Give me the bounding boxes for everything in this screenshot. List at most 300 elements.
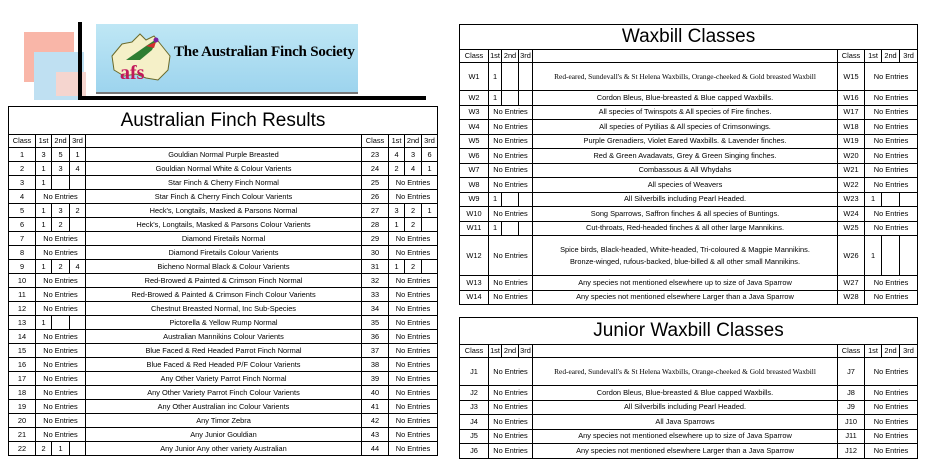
- header-row: [9, 135, 438, 148]
- left-class-cell: J4: [460, 415, 489, 430]
- right-third-place-cell: 1: [422, 162, 438, 176]
- class-description: Red-Browed & Painted & Crimson Finch Normal: [86, 274, 362, 288]
- description-header-blank: [533, 345, 838, 358]
- left-class-cell: 7: [9, 232, 36, 246]
- class-description: Cordon Bleus, Blue-breasted & Blue capped Waxbills.: [533, 386, 838, 401]
- left-no-entries-cell: No Entries: [489, 207, 533, 222]
- table-row: [460, 178, 918, 193]
- table-row: [460, 91, 918, 106]
- table-row: [9, 414, 438, 428]
- right-no-entries-cell: No Entries: [865, 134, 918, 149]
- table-row: [9, 218, 438, 232]
- left-no-entries-cell: No Entries: [489, 163, 533, 178]
- class-description: Cut-throats, Red-headed finches & all other large Mannikins.: [533, 221, 838, 236]
- left-class-cell: 19: [9, 400, 36, 414]
- left-class-cell: J1: [460, 358, 489, 386]
- table-row: [9, 288, 438, 302]
- table-row: [9, 176, 438, 190]
- right-class-cell: 43: [362, 428, 389, 442]
- class-description: All species of Twinspots & All species of Fire finches.: [533, 105, 838, 120]
- left-class-cell: W10: [460, 207, 489, 222]
- right-class-cell: W20: [838, 149, 865, 164]
- table-row: [460, 290, 918, 305]
- logo-initials: afs: [120, 62, 145, 84]
- left-third-place-cell: 1: [70, 148, 86, 162]
- right-first-place-cell: 1: [865, 192, 882, 207]
- table-row: [9, 148, 438, 162]
- class-description: Gouldian Normal Purple Breasted: [86, 148, 362, 162]
- right-first-place-cell: 2: [389, 162, 405, 176]
- table-row: [460, 386, 918, 401]
- left-no-entries-cell: No Entries: [489, 236, 533, 276]
- right-third-place-cell: [422, 260, 438, 274]
- society-title: The Australian Finch Society: [174, 44, 355, 60]
- left-class-cell: W9: [460, 192, 489, 207]
- table-row: [9, 428, 438, 442]
- left-class-cell: W12: [460, 236, 489, 276]
- table-row: [9, 190, 438, 204]
- table-row: [460, 415, 918, 430]
- class-description: Diamond Firetails Colour Varients: [86, 246, 362, 260]
- class-description: Red-Browed & Painted & Crimson Finch Colour Varients: [86, 288, 362, 302]
- table-row: [460, 221, 918, 236]
- right-class-cell: 39: [362, 372, 389, 386]
- column-header: 3rd: [70, 135, 86, 148]
- right-class-cell: W16: [838, 91, 865, 106]
- left-first-place-cell: 1: [489, 192, 502, 207]
- table-row: [460, 207, 918, 222]
- right-class-cell: 35: [362, 316, 389, 330]
- class-description: Any Other Variety Parrot Finch Normal: [86, 372, 362, 386]
- right-no-entries-cell: No Entries: [389, 176, 438, 190]
- left-third-place-cell: [519, 63, 533, 91]
- table-row: [9, 232, 438, 246]
- table-row: [9, 316, 438, 330]
- right-class-cell: 33: [362, 288, 389, 302]
- left-no-entries-cell: No Entries: [36, 288, 86, 302]
- right-class-cell: W25: [838, 221, 865, 236]
- right-class-cell: 37: [362, 344, 389, 358]
- right-class-cell: 25: [362, 176, 389, 190]
- right-third-place-cell: [900, 236, 918, 276]
- right-no-entries-cell: No Entries: [865, 149, 918, 164]
- right-first-place-cell: 1: [865, 236, 882, 276]
- left-class-cell: J5: [460, 429, 489, 444]
- right-no-entries-cell: No Entries: [389, 288, 438, 302]
- left-no-entries-cell: No Entries: [36, 246, 86, 260]
- left-second-place-cell: 2: [52, 260, 70, 274]
- right-second-place-cell: [882, 192, 900, 207]
- column-header: 1st: [865, 50, 882, 63]
- right-class-cell: 38: [362, 358, 389, 372]
- left-third-place-cell: [70, 176, 86, 190]
- right-no-entries-cell: No Entries: [389, 400, 438, 414]
- table-row: [9, 302, 438, 316]
- australian-finch-results-table: [8, 106, 438, 456]
- right-class-cell: 23: [362, 148, 389, 162]
- right-class-cell: W18: [838, 120, 865, 135]
- table-row: [460, 429, 918, 444]
- left-no-entries-cell: No Entries: [489, 105, 533, 120]
- right-class-cell: W15: [838, 63, 865, 91]
- right-class-cell: J9: [838, 400, 865, 415]
- right-class-cell: W19: [838, 134, 865, 149]
- table-row: [9, 246, 438, 260]
- right-no-entries-cell: No Entries: [865, 120, 918, 135]
- right-second-place-cell: 2: [405, 218, 422, 232]
- column-header: Class: [838, 50, 865, 63]
- right-no-entries-cell: No Entries: [865, 415, 918, 430]
- left-class-cell: W2: [460, 91, 489, 106]
- right-class-cell: W28: [838, 290, 865, 305]
- left-class-cell: J3: [460, 400, 489, 415]
- class-description: Blue Faced & Red Headed Parrot Finch Normal: [86, 344, 362, 358]
- class-description: All Java Sparrows: [533, 415, 838, 430]
- left-class-cell: J6: [460, 444, 489, 459]
- left-class-cell: 4: [9, 190, 36, 204]
- right-class-cell: 30: [362, 246, 389, 260]
- class-description: Song Sparrows, Saffron finches & all species of Buntings.: [533, 207, 838, 222]
- column-header: 3rd: [519, 50, 533, 63]
- class-description: Red-eared, Sundevall's & St Helena Waxbills, Orange-cheeked & Gold breasted Waxbill: [533, 63, 838, 91]
- table-row: [9, 400, 438, 414]
- table-row: [9, 204, 438, 218]
- table-row: [460, 192, 918, 207]
- right-first-place-cell: 1: [389, 260, 405, 274]
- left-class-cell: 17: [9, 372, 36, 386]
- class-description: Diamond Firetails Normal: [86, 232, 362, 246]
- left-third-place-cell: 4: [70, 162, 86, 176]
- society-logo: [20, 18, 430, 108]
- description-header-blank: [86, 135, 362, 148]
- left-class-cell: 15: [9, 344, 36, 358]
- right-no-entries-cell: No Entries: [389, 442, 438, 456]
- class-description: Any Other Australian inc Colour Varients: [86, 400, 362, 414]
- left-third-place-cell: [70, 316, 86, 330]
- class-description: Bicheno Normal Black & Colour Varients: [86, 260, 362, 274]
- right-class-cell: 32: [362, 274, 389, 288]
- left-no-entries-cell: No Entries: [36, 274, 86, 288]
- right-class-cell: W22: [838, 178, 865, 193]
- left-no-entries-cell: No Entries: [489, 400, 533, 415]
- left-no-entries-cell: No Entries: [36, 190, 86, 204]
- class-description: Any Other Variety Parrot Finch Colour Varients: [86, 386, 362, 400]
- column-header: 1st: [489, 345, 502, 358]
- column-header: 2nd: [502, 345, 519, 358]
- class-description: Gouldian Normal White & Colour Varients: [86, 162, 362, 176]
- left-class-cell: W8: [460, 178, 489, 193]
- left-no-entries-cell: No Entries: [489, 386, 533, 401]
- left-no-entries-cell: No Entries: [36, 428, 86, 442]
- right-first-place-cell: 4: [389, 148, 405, 162]
- left-second-place-cell: [52, 176, 70, 190]
- left-second-place-cell: 3: [52, 204, 70, 218]
- class-description: Any species not mentioned elsewhere Larger than a Java Sparrow: [533, 444, 838, 459]
- class-description: Australian Mannikins Colour Varients: [86, 330, 362, 344]
- right-class-cell: W23: [838, 192, 865, 207]
- table-row: [9, 274, 438, 288]
- class-description: Red & Green Avadavats, Grey & Green Singing finches.: [533, 149, 838, 164]
- waxbill-classes-table: [459, 24, 918, 305]
- left-third-place-cell: [519, 221, 533, 236]
- left-third-place-cell: [519, 91, 533, 106]
- right-no-entries-cell: No Entries: [865, 290, 918, 305]
- left-first-place-cell: 1: [489, 221, 502, 236]
- right-class-cell: J8: [838, 386, 865, 401]
- header-row: [460, 50, 918, 63]
- right-no-entries-cell: No Entries: [389, 302, 438, 316]
- left-no-entries-cell: No Entries: [36, 232, 86, 246]
- right-no-entries-cell: No Entries: [865, 221, 918, 236]
- left-class-cell: W11: [460, 221, 489, 236]
- column-header: 3rd: [900, 345, 918, 358]
- left-class-cell: W1: [460, 63, 489, 91]
- right-class-cell: J10: [838, 415, 865, 430]
- right-third-place-cell: [422, 218, 438, 232]
- right-second-place-cell: [882, 236, 900, 276]
- right-no-entries-cell: No Entries: [389, 372, 438, 386]
- table-row: [9, 372, 438, 386]
- left-no-entries-cell: No Entries: [489, 429, 533, 444]
- column-header: 1st: [865, 345, 882, 358]
- column-header: Class: [460, 50, 489, 63]
- header-row: [460, 345, 918, 358]
- left-class-cell: 5: [9, 204, 36, 218]
- right-first-place-cell: 1: [389, 218, 405, 232]
- class-description: All species of Pytilias & All species of Crimsonwings.: [533, 120, 838, 135]
- column-header: 1st: [36, 135, 52, 148]
- table-row: [460, 358, 918, 386]
- column-header: Class: [9, 135, 36, 148]
- column-header: 1st: [389, 135, 405, 148]
- left-class-cell: 13: [9, 316, 36, 330]
- left-no-entries-cell: No Entries: [36, 372, 86, 386]
- logo-rule: [78, 22, 82, 100]
- right-class-cell: W24: [838, 207, 865, 222]
- table-row: [9, 344, 438, 358]
- left-class-cell: 12: [9, 302, 36, 316]
- right-no-entries-cell: No Entries: [865, 400, 918, 415]
- right-no-entries-cell: No Entries: [865, 105, 918, 120]
- right-third-place-cell: [900, 192, 918, 207]
- right-no-entries-cell: No Entries: [389, 330, 438, 344]
- class-description: All Silverbills including Pearl Headed.: [533, 400, 838, 415]
- class-description: Chestnut Breasted Normal, Inc Sub-Species: [86, 302, 362, 316]
- left-class-cell: 11: [9, 288, 36, 302]
- left-class-cell: W13: [460, 276, 489, 291]
- left-class-cell: 20: [9, 414, 36, 428]
- right-second-place-cell: 2: [405, 260, 422, 274]
- left-class-cell: 6: [9, 218, 36, 232]
- table-title: Australian Finch Results: [9, 107, 438, 135]
- left-no-entries-cell: No Entries: [36, 302, 86, 316]
- left-second-place-cell: 5: [52, 148, 70, 162]
- left-class-cell: 22: [9, 442, 36, 456]
- right-class-cell: W26: [838, 236, 865, 276]
- left-no-entries-cell: No Entries: [489, 178, 533, 193]
- table-title: Waxbill Classes: [460, 25, 918, 50]
- left-third-place-cell: [70, 442, 86, 456]
- table-row: [9, 358, 438, 372]
- table-title: Junior Waxbill Classes: [460, 318, 918, 345]
- left-third-place-cell: 4: [70, 260, 86, 274]
- right-class-cell: 34: [362, 302, 389, 316]
- class-description: Spice birds, Black-headed, White-headed, Tri-coloured & Magpie Mannikins. Bronze-winged, rufous-backed, blue-billed & all other small Mannikins.: [533, 236, 838, 276]
- left-class-cell: 21: [9, 428, 36, 442]
- left-no-entries-cell: No Entries: [489, 149, 533, 164]
- class-description: Blue Faced & Red Headed P/F Colour Varients: [86, 358, 362, 372]
- left-first-place-cell: 3: [36, 148, 52, 162]
- left-no-entries-cell: No Entries: [36, 386, 86, 400]
- left-first-place-cell: 1: [36, 218, 52, 232]
- left-no-entries-cell: No Entries: [36, 344, 86, 358]
- class-description: Any species not mentioned elsewhere Larger than a Java Sparrow: [533, 290, 838, 305]
- right-class-cell: 41: [362, 400, 389, 414]
- left-third-place-cell: [70, 218, 86, 232]
- right-second-place-cell: 3: [405, 148, 422, 162]
- left-second-place-cell: 2: [52, 218, 70, 232]
- class-description: Any species not mentioned elsewhere up to size of Java Sparrow: [533, 276, 838, 291]
- table-row: [460, 276, 918, 291]
- left-no-entries-cell: No Entries: [489, 444, 533, 459]
- right-third-place-cell: 1: [422, 204, 438, 218]
- left-first-place-cell: 1: [489, 63, 502, 91]
- table-row: [460, 63, 918, 91]
- left-first-place-cell: 1: [36, 162, 52, 176]
- right-third-place-cell: 6: [422, 148, 438, 162]
- left-third-place-cell: 2: [70, 204, 86, 218]
- class-description: Pictorella & Yellow Rump Normal: [86, 316, 362, 330]
- left-second-place-cell: [52, 316, 70, 330]
- description-header-blank: [533, 50, 838, 63]
- right-no-entries-cell: No Entries: [389, 316, 438, 330]
- table-row: [460, 134, 918, 149]
- column-header: Class: [838, 345, 865, 358]
- right-second-place-cell: 2: [405, 204, 422, 218]
- right-class-cell: 27: [362, 204, 389, 218]
- column-header: 3rd: [519, 345, 533, 358]
- left-no-entries-cell: No Entries: [489, 134, 533, 149]
- table-row: [9, 330, 438, 344]
- logo-rule: [78, 96, 426, 100]
- right-no-entries-cell: No Entries: [865, 163, 918, 178]
- table-row: [9, 386, 438, 400]
- left-class-cell: W3: [460, 105, 489, 120]
- left-no-entries-cell: No Entries: [489, 358, 533, 386]
- right-no-entries-cell: No Entries: [865, 91, 918, 106]
- class-description: Any Junior Any other variety Australian: [86, 442, 362, 456]
- table-row: [460, 163, 918, 178]
- right-no-entries-cell: No Entries: [389, 428, 438, 442]
- right-first-place-cell: 3: [389, 204, 405, 218]
- left-class-cell: W5: [460, 134, 489, 149]
- column-header: 1st: [489, 50, 502, 63]
- class-description: Any Junior Gouldian: [86, 428, 362, 442]
- left-second-place-cell: [502, 192, 519, 207]
- left-first-place-cell: 1: [36, 204, 52, 218]
- class-description: Any species not mentioned elsewhere up to size of Java Sparrow: [533, 429, 838, 444]
- column-header: 2nd: [502, 50, 519, 63]
- left-third-place-cell: [519, 192, 533, 207]
- class-description: Star Finch & Cherry Finch Normal: [86, 176, 362, 190]
- right-class-cell: 26: [362, 190, 389, 204]
- left-no-entries-cell: No Entries: [489, 415, 533, 430]
- right-no-entries-cell: No Entries: [865, 444, 918, 459]
- table-row: [460, 236, 918, 276]
- left-class-cell: W7: [460, 163, 489, 178]
- left-second-place-cell: 1: [52, 442, 70, 456]
- column-header: 2nd: [405, 135, 422, 148]
- left-no-entries-cell: No Entries: [489, 120, 533, 135]
- right-class-cell: 24: [362, 162, 389, 176]
- right-no-entries-cell: No Entries: [389, 246, 438, 260]
- left-first-place-cell: 1: [36, 316, 52, 330]
- left-class-cell: 14: [9, 330, 36, 344]
- right-class-cell: W17: [838, 105, 865, 120]
- column-header: Class: [362, 135, 389, 148]
- left-no-entries-cell: No Entries: [489, 290, 533, 305]
- right-no-entries-cell: No Entries: [865, 178, 918, 193]
- left-class-cell: J2: [460, 386, 489, 401]
- right-class-cell: 44: [362, 442, 389, 456]
- right-no-entries-cell: No Entries: [389, 414, 438, 428]
- left-class-cell: 2: [9, 162, 36, 176]
- right-class-cell: J7: [838, 358, 865, 386]
- class-description: Red-eared, Sundevall's & St Helena Waxbills, Orange-cheeked & Gold breasted Waxbill: [533, 358, 838, 386]
- right-class-cell: 36: [362, 330, 389, 344]
- right-class-cell: 42: [362, 414, 389, 428]
- left-class-cell: 1: [9, 148, 36, 162]
- left-no-entries-cell: No Entries: [36, 400, 86, 414]
- right-no-entries-cell: No Entries: [865, 63, 918, 91]
- table-row: [460, 149, 918, 164]
- table-row: [9, 162, 438, 176]
- table-row: [460, 400, 918, 415]
- left-first-place-cell: 1: [36, 260, 52, 274]
- table-row: [9, 260, 438, 274]
- right-class-cell: J11: [838, 429, 865, 444]
- left-no-entries-cell: No Entries: [36, 414, 86, 428]
- class-description: Purple Grenadiers, Violet Eared Waxbills. & Lavender finches.: [533, 134, 838, 149]
- right-no-entries-cell: No Entries: [389, 190, 438, 204]
- left-class-cell: 18: [9, 386, 36, 400]
- left-class-cell: 8: [9, 246, 36, 260]
- left-class-cell: W6: [460, 149, 489, 164]
- right-no-entries-cell: No Entries: [389, 344, 438, 358]
- left-first-place-cell: 1: [489, 91, 502, 106]
- right-no-entries-cell: No Entries: [865, 207, 918, 222]
- column-header: 2nd: [882, 345, 900, 358]
- class-description: Heck's, Longtails, Masked & Parsons Colour Varients: [86, 218, 362, 232]
- right-second-place-cell: 4: [405, 162, 422, 176]
- right-class-cell: 31: [362, 260, 389, 274]
- class-description: All Silverbills including Pearl Headed.: [533, 192, 838, 207]
- left-class-cell: W4: [460, 120, 489, 135]
- class-description: All species of Weavers: [533, 178, 838, 193]
- table-row: [9, 442, 438, 456]
- class-description: Any Timor Zebra: [86, 414, 362, 428]
- right-no-entries-cell: No Entries: [865, 358, 918, 386]
- left-no-entries-cell: No Entries: [36, 330, 86, 344]
- right-no-entries-cell: No Entries: [865, 276, 918, 291]
- column-header: 3rd: [900, 50, 918, 63]
- left-second-place-cell: 3: [52, 162, 70, 176]
- right-no-entries-cell: No Entries: [865, 429, 918, 444]
- left-class-cell: 3: [9, 176, 36, 190]
- junior-waxbill-classes-table: [459, 317, 918, 459]
- left-second-place-cell: [502, 221, 519, 236]
- class-description: Cordon Bleus, Blue-breasted & Blue capped Waxbills.: [533, 91, 838, 106]
